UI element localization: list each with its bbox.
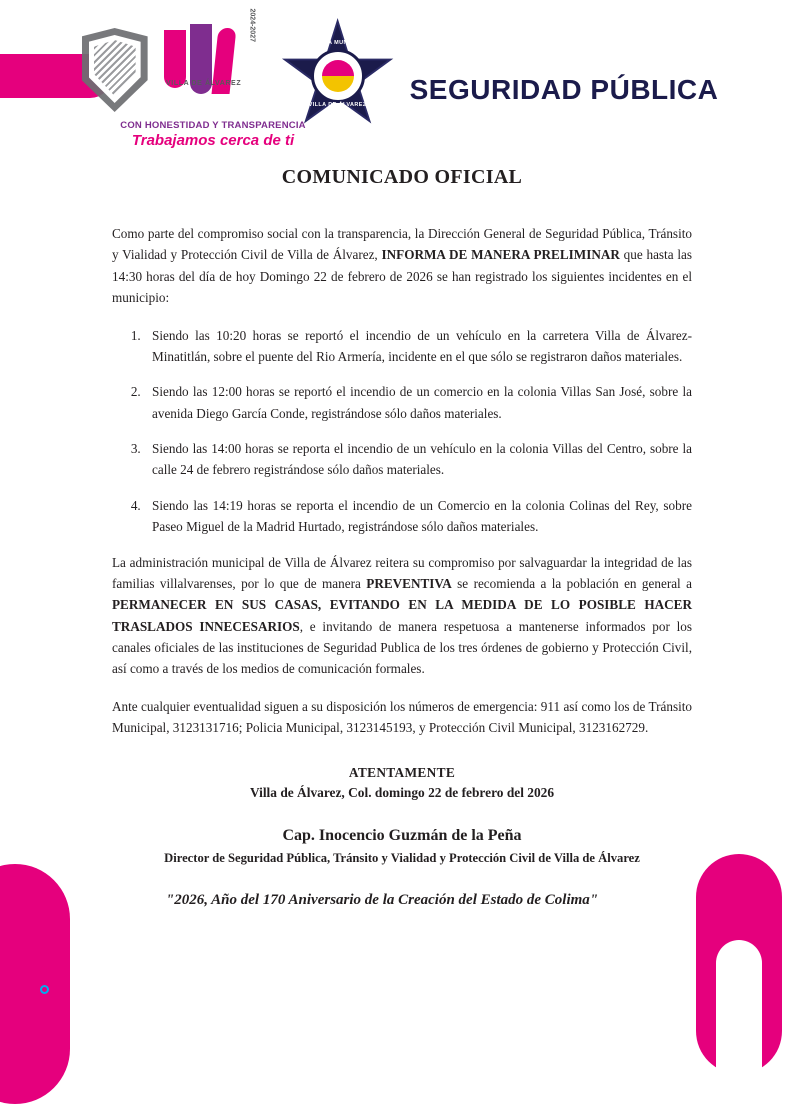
badge-top-label: POLICÍA MUNICIPAL bbox=[307, 40, 368, 46]
badge-disc bbox=[311, 49, 365, 103]
dot-cyan-1 bbox=[40, 985, 49, 994]
recommendation-paragraph bbox=[112, 552, 692, 680]
logo-group bbox=[82, 8, 719, 128]
dot-magenta-2 bbox=[40, 966, 49, 975]
recommendation-part-e: , e invitando de manera respetuosa a mantenerse informados por los canales oficiales de las instituciones de Seguridad Publica de los tres órdenes de gobierno y Protección Civil, así como a través de los medios de comunicación formales. bbox=[112, 618, 693, 677]
closing-block bbox=[112, 765, 692, 866]
dot-magenta-1 bbox=[40, 947, 49, 956]
list-item: 4. Siendo las 14:19 horas se reporta el incendio de un Comercio en la colonia Colinas del Rey, sobre Paseo Miguel de la Madrid Hurtado, registrándose sólo daños materiales. bbox=[144, 495, 692, 538]
monogram-years-label: 2024-2027 bbox=[248, 8, 256, 42]
intro-text-part-1: Como parte del compromiso social con la transparencia, la Dirección General de Seguridad Pública, Tránsito y Vialidad y Protección Civil de Villa de Álvarez, bbox=[112, 226, 692, 263]
document-body bbox=[0, 166, 800, 909]
decorative-dots bbox=[40, 947, 49, 994]
recommendation-emphasis-permanecer: PERMANECER EN SUS CASAS, EVITANDO EN LA MEDIDA DE LO POSIBLE HACER TRASLADOS INNECESARIOS bbox=[112, 597, 692, 634]
police-badge-icon bbox=[286, 24, 390, 128]
badge-disc-inner bbox=[322, 60, 354, 92]
municipal-slogan bbox=[118, 120, 308, 149]
intro-paragraph bbox=[112, 223, 692, 309]
villa-de-alvarez-monogram-icon bbox=[154, 8, 256, 114]
closing-place-date: Villa de Álvarez, Col. domingo 22 de febrero del 2026 bbox=[249, 784, 555, 800]
official-year-legend: "2026, Año del 170 Aniversario de la Creación del Estado de Colima" bbox=[165, 891, 599, 908]
list-item: 2. Siendo las 12:00 horas se reportó el incendio de un comercio en la colonia Villas San José, sobre la avenida Diego García Conde, registrándose sólo daños materiales. bbox=[144, 381, 692, 424]
list-item: 1. Siendo las 10:20 horas se reportó el incendio de un vehículo en la carretera Villa de Álvarez-Minatitlán, sobre el puente del Rio Armería, incidente en el que sólo se registraron daños materiales. bbox=[144, 325, 692, 368]
page-title: COMUNICADO OFICIAL bbox=[281, 166, 523, 188]
emergency-numbers-paragraph: Ante cualquier eventualidad siguen a su disposición los números de emergencia: 911 así como los de Tránsito Municipal, 3123131716; Policia Municipal, 3123145193, y Protección Civil Municipal, 3123162729. bbox=[112, 698, 692, 736]
recommendation-emphasis-preventiva: PREVENTIVA bbox=[366, 575, 452, 591]
monogram-arc-label: VILLA DE ÁLVAREZ bbox=[166, 80, 242, 87]
department-title: SEGURIDAD PÚBLICA bbox=[409, 74, 719, 105]
signer-name: Cap. Inocencio Guzmán de la Peña bbox=[282, 826, 522, 844]
signer-role: Director de Seguridad Pública, Tránsito y Vialidad y Protección Civil de Villa de Álvarez bbox=[164, 850, 640, 865]
recommendation-part-a: La administración municipal de Villa de Álvarez reitera su compromiso por salvaguardar la integridad de las familias villalvarenses, por lo que de manera bbox=[112, 554, 692, 591]
incident-list bbox=[112, 325, 692, 538]
list-item: 3. Siendo las 14:00 horas se reporta el incendio de un vehículo en la colonia Villas del Centro, sobre la calle 24 de febrero registrándose sólo daños materiales. bbox=[144, 438, 692, 481]
slogan-line-2: Trabajamos cerca de ti bbox=[131, 132, 295, 149]
document-header bbox=[0, 0, 800, 160]
municipal-crest-icon bbox=[82, 28, 148, 112]
intro-text-part-2: que hasta las 14:30 horas del día de hoy Domingo 22 de febrero de 2026 se han registrado los siguientes incidentes en el municipio: bbox=[112, 247, 692, 306]
badge-bottom-label: VILLA DE ÁLVAREZ bbox=[308, 102, 367, 108]
recommendation-part-c: se recomienda a la población en general a bbox=[451, 575, 692, 591]
slogan-line-1: CON HONESTIDAD Y TRANSPARENCIA bbox=[120, 120, 306, 131]
closing-salutation: ATENTAMENTE bbox=[348, 764, 456, 780]
intro-text-emphasis: INFORMA DE MANERA PRELIMINAR bbox=[381, 247, 620, 263]
